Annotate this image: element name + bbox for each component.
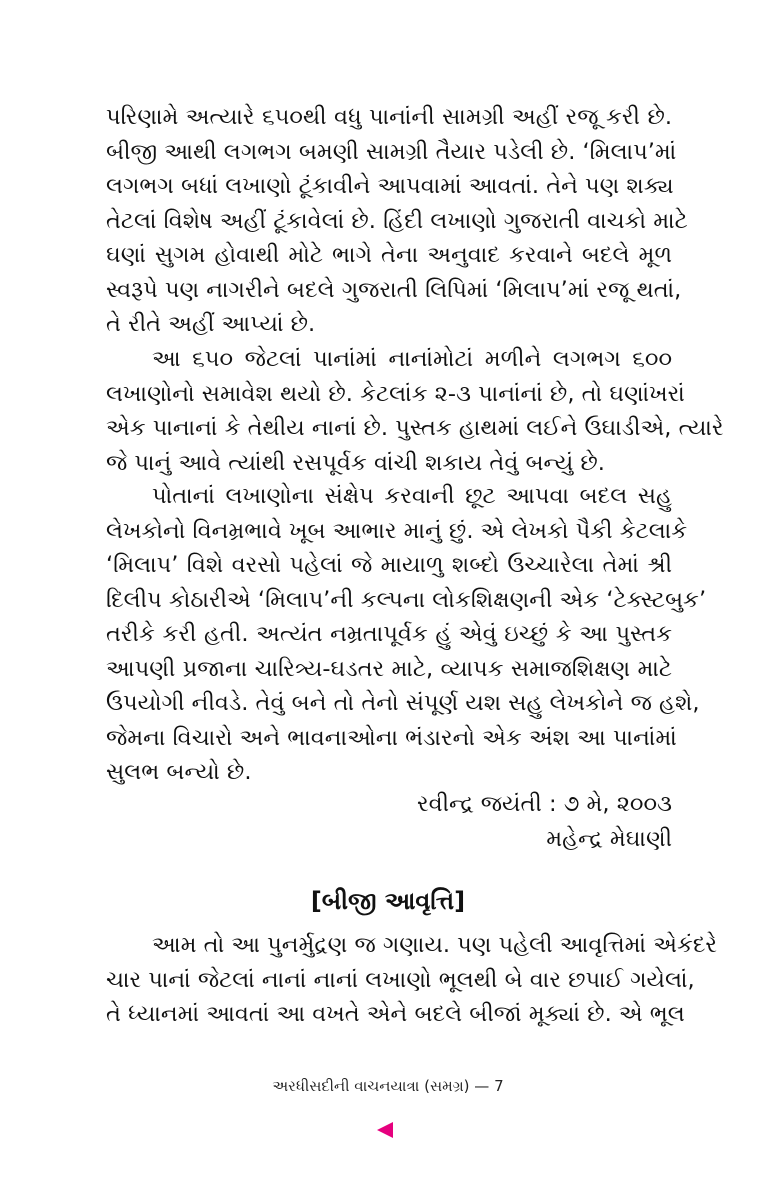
paragraph-line: તેટલાં વિશેષ અહીં ટૂંકાવેલાં છે. હિંદી લખાણો ગુજરાતી વાચકો માટે — [106, 207, 688, 234]
signature-date: રવીન્દ્ર જયંતી : ૭ મે, ૨૦૦૩ — [416, 791, 672, 817]
paragraph-line: જેમના વિચારો અને ભાવનાઓના ભંડારનો એક અંશ આ પાનાંમાં — [106, 724, 677, 751]
signature-author: મહેન્દ્ર મેઘાણી — [546, 825, 672, 852]
paragraph-line: તે ધ્યાનમાં આવતાં આ વખતે એને બદલે બીજાં મૂક્યાં છે. એ ભૂલ — [106, 1001, 685, 1027]
paragraph-line: લેખકોનો વિનમ્રભાવે ખૂબ આભાર માનું છું. એ લેખકો પૈકી કેટલાકે — [106, 517, 688, 544]
paragraph-3 — [106, 479, 707, 790]
paragraph-line: પોતાનાં લખાણોના સંક્ષેપ કરવાની છૂટ આપવા બદલ સહુ — [152, 483, 672, 509]
paragraph-line: પરિણામે અત્યારે ૬૫૦થી વધુ પાનાંની સામગ્રી અહીં રજૂ કરી છે. — [106, 104, 672, 130]
footer-separator: — — [474, 1077, 490, 1095]
paragraph-line: ઉપયોગી નીવડે. તેવું બને તો તેનો સંપૂર્ણ યશ સહુ લેખકોને જ હશે, — [106, 690, 700, 716]
paragraph-line: લગભગ બધાં લખાણો ટૂંકાવીને આપવામાં આવતાં. તેને પણ શક્ય — [106, 173, 674, 199]
paragraph-line: તરીકે કરી હતી. અત્યંત નમ્રતાપૂર્વક હું એવું ઇચ્છું કે આ પુસ્તક — [106, 621, 672, 647]
paragraph-line: આપણી પ્રજાના ચારિત્ર્ય-ઘડતર માટે, વ્યાપક સમાજશિક્ષણ માટે — [106, 655, 672, 682]
page-footer — [0, 1076, 776, 1096]
paragraph-1 — [106, 100, 688, 342]
triangle-left-icon[interactable] — [377, 1122, 393, 1138]
paragraph-line: ચાર પાનાં જેટલાં નાનાં નાનાં લખાણો ભૂલથી બે વાર છપાઈ ગયેલાં, — [106, 966, 695, 993]
paragraph-line: એક પાનાનાં કે તેથીય નાનાં છે. પુસ્તક હાથમાં લઈને ઉઘાડીએ, ત્યારે — [106, 415, 724, 441]
paragraph-line: આ ૬૫૦ જેટલાં પાનાંમાં નાનાંમોટાં મળીને લગભગ ૬૦૦ — [152, 346, 672, 372]
paragraph-line: સ્વરૂપે પણ નાગરીને બદલે ગુજરાતી લિપિમાં ‘મિલાપ’માં રજૂ થતાં, — [106, 276, 682, 303]
signature-block — [417, 787, 672, 856]
footer-book-title: અરધીસદીની વાચનયાત્રા (સમગ્ર) — [272, 1077, 470, 1095]
paragraph-line: લખાણોનો સમાવેશ થયો છે. કેટલાંક ૨-૩ પાનાંનાં છે, તો ઘણાંખરાં — [106, 380, 685, 407]
paragraph-line: તે રીતે અહીં આપ્યાં છે. — [106, 311, 316, 337]
paragraph-line: બીજી આથી લગભગ બમણી સામગ્રી તૈયાર પડેલી છે. ‘મિલાપ’માં — [106, 138, 677, 165]
paragraph-2 — [106, 342, 724, 480]
section-heading: [બીજી આવૃત્તિ] — [310, 887, 466, 915]
paragraph-line: સુલભ બન્યો છે. — [106, 759, 252, 785]
footer-page-number: 7 — [494, 1077, 504, 1095]
paragraph-line: જે પાનું આવે ત્યાંથી રસપૂર્વક વાંચી શકાય તેવું બન્યું છે. — [106, 449, 605, 476]
paragraph-line: ‘મિલાપ’ વિશે વરસો પહેલાં જે માયાળુ શબ્દો ઉચ્ચારેલા તેમાં શ્રી — [106, 552, 672, 578]
paragraph-line: દિલીપ કોઠારીએ ‘મિલાપ’ની કલ્પના લોકશિક્ષણની એક ‘ટેક્સ્ટબુક’ — [106, 586, 707, 613]
paragraph-line: ઘણાં સુગમ હોવાથી મોટે ભાગે તેના અનુવાદ કરવાને બદલે મૂળ — [106, 242, 672, 268]
paragraph-line: આમ તો આ પુનર્મુદ્રણ જ ગણાય. પણ પહેલી આવૃત્તિમાં એકંદરે — [152, 932, 718, 958]
paragraph-second-edition — [106, 928, 718, 1032]
